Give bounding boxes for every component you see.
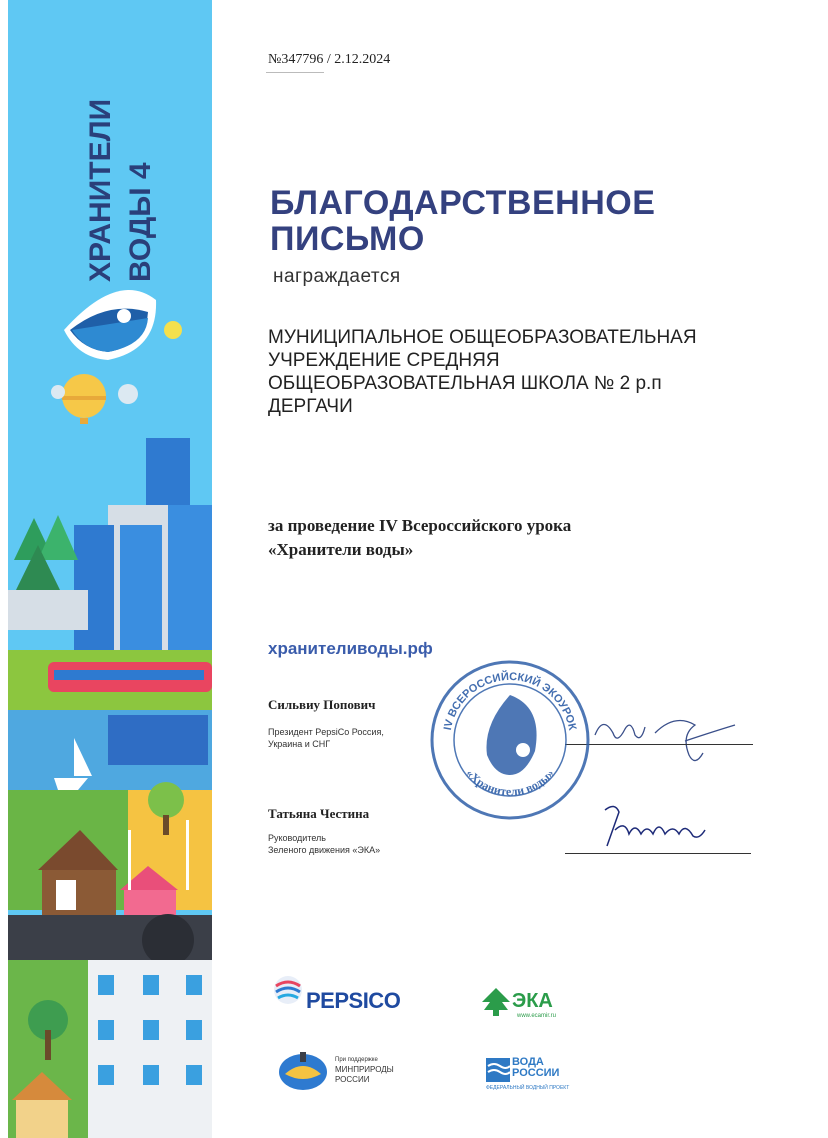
recipient-line: ДЕРГАЧИ — [268, 396, 353, 417]
reason-line1: за проведение IV Всероссийского урока — [268, 516, 572, 535]
website-link[interactable]: хранителиводы.рф — [268, 639, 433, 658]
certificate-number: №347796 / 2.12.2024 — [268, 52, 391, 67]
minprirody-emblem-icon — [277, 1048, 329, 1092]
signature-2 — [585, 800, 725, 860]
position-line: Украина и СНГ — [268, 739, 331, 749]
signatory-position — [268, 832, 380, 856]
recipient-line: МУНИЦИПАЛЬНОЕ ОБЩЕОБРАЗОВАТЕЛЬНАЯ — [268, 327, 697, 348]
minprirody-line2: РОССИИ — [335, 1075, 370, 1084]
recipient-line: УЧРЕЖДЕНИЕ СРЕДНЯЯ — [268, 350, 500, 371]
voda-waves-icon — [486, 1058, 510, 1082]
recipient-line: ОБЩЕОБРАЗОВАТЕЛЬНАЯ ШКОЛА № 2 р.п — [268, 373, 662, 394]
stamp — [425, 655, 595, 825]
title-line2: ПИСЬМО — [270, 220, 425, 258]
voda-rossii-logo — [512, 1057, 559, 1079]
signature-1 — [585, 705, 755, 775]
signatory-position — [268, 726, 384, 750]
voda-line2: РОССИИ — [512, 1067, 560, 1079]
sidebar-title — [8, 0, 212, 300]
position-line: Зеленого движения «ЭКА» — [268, 845, 381, 855]
sidebar-title-line2: ВОДЫ 4 — [124, 162, 157, 282]
eka-logo: ЭКА — [512, 990, 553, 1012]
minprirody-line1: МИНПРИРОДЫ — [335, 1065, 394, 1074]
recipient — [268, 326, 788, 418]
sidebar-title-line1: ХРАНИТЕЛИ — [84, 98, 117, 282]
stamp-bottom-text: «Хранители воды» — [463, 766, 557, 799]
certificate-title — [270, 185, 655, 257]
number-underline — [266, 72, 324, 73]
award-reason — [268, 514, 788, 562]
eka-site: www.ecamir.ru — [517, 1013, 557, 1019]
eka-tree-icon — [480, 986, 512, 1018]
stamp-top-text: IV ВСЕРОССИЙСКИЙ ЭКОУРОК — [441, 670, 579, 732]
awarded-label: награждается — [273, 266, 401, 287]
signatory-name: Сильвиу Попович — [268, 697, 376, 712]
pepsico-globe-icon — [272, 974, 304, 1006]
position-line: Руководитель — [268, 833, 326, 843]
sidebar-illustration — [8, 0, 212, 1138]
position-line: Президент PepsiCo Россия, — [268, 727, 384, 737]
voda-sub: ФЕДЕРАЛЬНЫЙ ВОДНЫЙ ПРОЕКТ — [486, 1085, 570, 1091]
pepsico-logo: PEPSICO — [306, 988, 401, 1013]
signatory-name: Татьяна Честина — [268, 806, 370, 821]
signature-line — [565, 853, 751, 854]
voda-line1: ВОДА — [512, 1056, 544, 1068]
minprirody-logo — [335, 1055, 394, 1085]
minprirody-support: При поддержке — [335, 1057, 378, 1063]
reason-line2: «Хранители воды» — [268, 540, 414, 559]
title-line1: БЛАГОДАРСТВЕННОЕ — [270, 184, 656, 222]
